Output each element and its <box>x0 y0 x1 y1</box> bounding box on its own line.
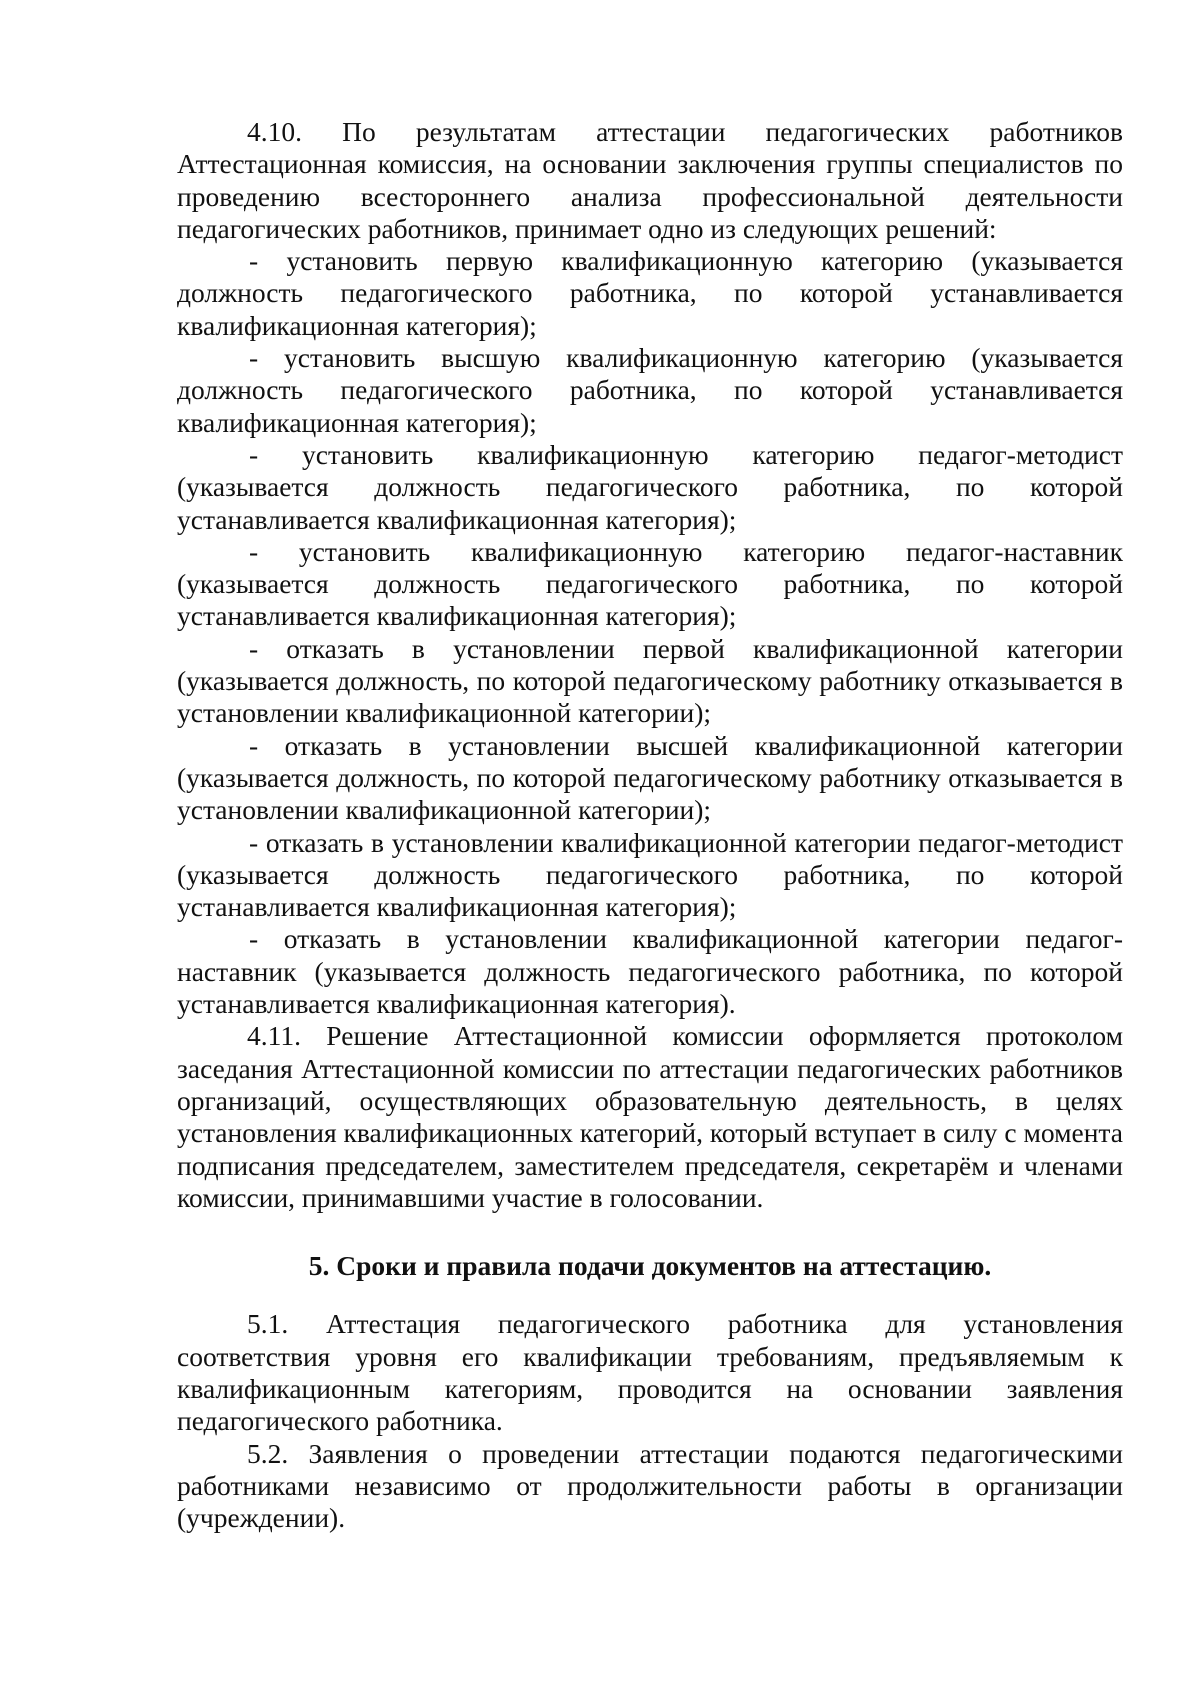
decision-item-3: - установить квалификационную категорию педагог-методист (указывается должность педагогического работника, по которой устанавливается квалификационная категория); <box>177 438 1123 535</box>
section-5-heading <box>177 1250 1123 1282</box>
decision-item-1: - установить первую квалификационную категорию (указывается должность педагогического работника, по которой устанавливается квалификационная категория); <box>177 245 1123 341</box>
decision-item-5: - отказать в установлении первой квалификационной категории (указывается должность, по которой педагогическому работнику отказывается в установлении квалификационной категории); <box>177 632 1123 729</box>
section-5-title: Сроки и правила подачи документов на аттестацию. <box>336 1250 992 1282</box>
decision-item-6: - отказать в установлении высшей квалификационной категории (указывается должность, по которой педагогическому работнику отказывается в установлении квалификационной категории); <box>177 729 1123 826</box>
paragraph-5-1: 5.1. Аттестация педагогического работника для установления соответствия уровня его квалификации требованиям, предъявляемым к квалификационным категориям, проводится на основании заявления педагогического работника. <box>177 1308 1123 1437</box>
paragraph-5-2: 5.2. Заявления о проведении аттестации подаются педагогическими работниками независимо от продолжительности работы в организации (учреждении). <box>177 1437 1123 1534</box>
document-body <box>177 116 1123 1534</box>
decision-item-7: - отказать в установлении квалификационной категории педагог-методист (указывается должность педагогического работника, по которой устанавливается квалификационная категория); <box>177 826 1123 923</box>
decision-item-8: - отказать в установлении квалификационной категории педагог-наставник (указывается должность педагогического работника, по которой устанавливается квалификационная категория). <box>177 923 1123 1020</box>
decision-item-4: - установить квалификационную категорию педагог-наставник (указывается должность педагогического работника, по которой устанавливается квалификационная категория); <box>177 535 1123 632</box>
paragraph-4-10: 4.10. По результатам аттестации педагогических работников Аттестационная комиссия, на основании заключения группы специалистов по проведению всестороннего анализа профессиональной деятельности педагогических работников, принимает одно из следующих решений: <box>177 116 1123 244</box>
paragraph-4-11: 4.11. Решение Аттестационной комиссии оформляется протоколом заседания Аттестационной комиссии по аттестации педагогических работников организаций, осуществляющих образовательную деятельность, в целях установления квалификационных категорий, который вступает в силу с момента подписания председателем, заместителем председателя, секретарём и членами комиссии, принимавшими участие в голосовании. <box>177 1020 1123 1213</box>
decision-item-2: - установить высшую квалификационную категорию (указывается должность педагогического работника, по которой устанавливается квалификационная категория); <box>177 342 1123 438</box>
section-5-number: 5. <box>308 1250 330 1282</box>
